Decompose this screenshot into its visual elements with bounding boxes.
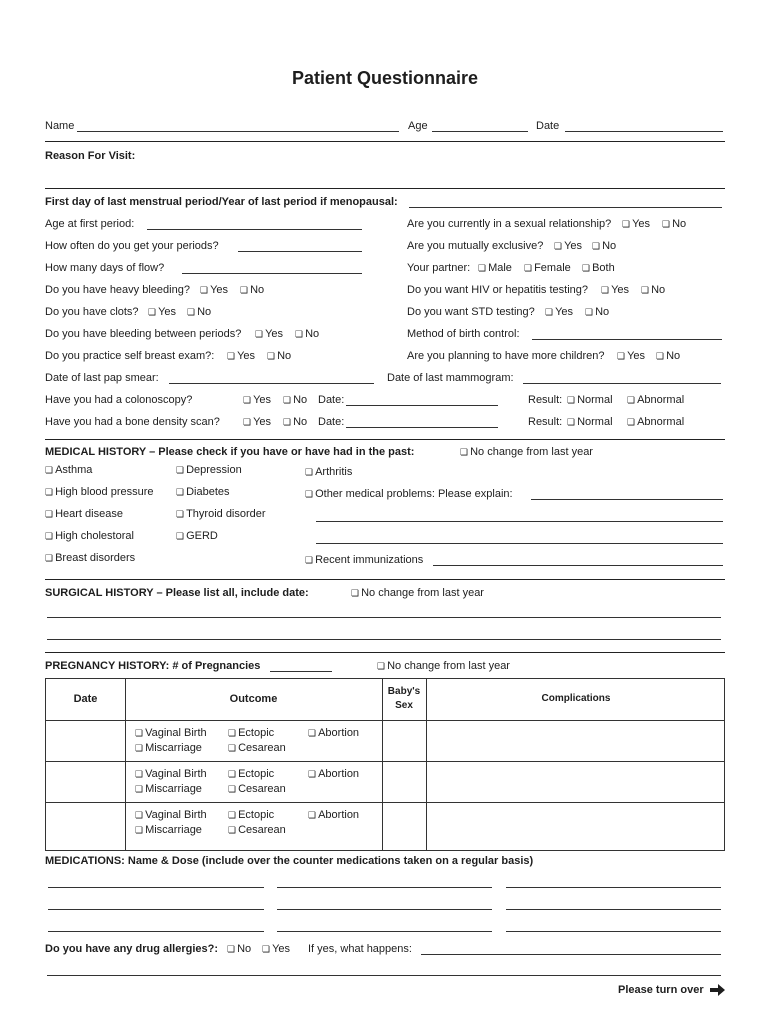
medication-field[interactable] bbox=[277, 909, 492, 910]
thyroid-disorder-checkbox[interactable]: ❏ Thyroid disorder bbox=[176, 508, 266, 521]
ectopic-checkbox[interactable]: ❏ Ectopic bbox=[228, 809, 274, 822]
how-often-field[interactable] bbox=[238, 251, 362, 252]
high-blood-pressure-checkbox[interactable]: ❏ High blood pressure bbox=[45, 486, 154, 499]
heavy-bleeding-no-checkbox[interactable]: ❏ No bbox=[240, 284, 264, 297]
bone-density-date-label: Date: bbox=[318, 416, 345, 428]
other-medical-field-2[interactable] bbox=[316, 521, 723, 522]
bone-density-no-checkbox[interactable]: ❏ No bbox=[283, 416, 307, 429]
more-children-no-checkbox[interactable]: ❏ No bbox=[656, 350, 680, 363]
sexual-relationship-no-checkbox[interactable]: ❏ No bbox=[662, 218, 686, 231]
abortion-checkbox[interactable]: ❏ Abortion bbox=[308, 727, 359, 740]
cesarean-checkbox[interactable]: ❏ Cesarean bbox=[228, 742, 286, 755]
age-field[interactable] bbox=[432, 131, 528, 132]
age-first-period-field[interactable] bbox=[147, 229, 362, 230]
surgical-no-change-checkbox[interactable]: ❏ No change from last year bbox=[351, 587, 484, 600]
divider bbox=[45, 188, 725, 189]
medications-heading: MEDICATIONS: Name & Dose (include over the counter medications taken on a regular basis) bbox=[45, 855, 534, 867]
immunizations-field[interactable] bbox=[433, 565, 723, 566]
cesarean-checkbox[interactable]: ❏ Cesarean bbox=[228, 824, 286, 837]
how-often-label: How often do you get your periods? bbox=[45, 240, 219, 252]
pregnancy-no-change-checkbox[interactable]: ❏ No change from last year bbox=[377, 660, 510, 673]
std-testing-label: Do you want STD testing? bbox=[407, 306, 535, 318]
asthma-checkbox[interactable]: ❏ Asthma bbox=[45, 464, 92, 477]
medication-field[interactable] bbox=[506, 931, 721, 932]
abortion-checkbox[interactable]: ❏ Abortion bbox=[308, 809, 359, 822]
partner-label: Your partner: bbox=[407, 262, 471, 274]
bone-density-label: Have you had a bone density scan? bbox=[45, 416, 220, 428]
pregnancy-history-heading: PREGNANCY HISTORY: # of Pregnancies bbox=[45, 660, 261, 672]
reason-label: Reason For Visit: bbox=[45, 150, 136, 162]
miscarriage-checkbox[interactable]: ❏ Miscarriage bbox=[135, 824, 202, 837]
divider bbox=[45, 439, 725, 440]
self-breast-exam-no-checkbox[interactable]: ❏ No bbox=[267, 350, 291, 363]
surgical-history-heading: SURGICAL HISTORY – Please list all, include date: bbox=[45, 587, 309, 599]
table-divider bbox=[46, 761, 724, 762]
more-children-yes-checkbox[interactable]: ❏ Yes bbox=[617, 350, 645, 363]
other-medical-field-3[interactable] bbox=[316, 543, 723, 544]
hiv-testing-label: Do you want HIV or hepatitis testing? bbox=[407, 284, 588, 296]
bone-density-yes-checkbox[interactable]: ❏ Yes bbox=[243, 416, 271, 429]
vaginal-birth-checkbox[interactable]: ❏ Vaginal Birth bbox=[135, 809, 207, 822]
birth-control-label: Method of birth control: bbox=[407, 328, 520, 340]
colonoscopy-date-label: Date: bbox=[318, 394, 345, 406]
pregnancy-table bbox=[45, 678, 725, 851]
name-field[interactable] bbox=[77, 131, 399, 132]
date-label: Date bbox=[536, 120, 560, 132]
lmp-field[interactable] bbox=[409, 207, 722, 208]
medical-history-heading: MEDICAL HISTORY – Please check if you have or have had in the past: bbox=[45, 446, 415, 458]
last-pap-label: Date of last pap smear: bbox=[45, 372, 159, 384]
if-yes-label: If yes, what happens: bbox=[308, 943, 412, 955]
bone-density-normal-checkbox[interactable]: ❏ Normal bbox=[567, 416, 613, 429]
other-medical-checkbox[interactable]: ❏ Other medical problems: Please explain: bbox=[305, 488, 513, 501]
colonoscopy-yes-checkbox[interactable]: ❏ Yes bbox=[243, 394, 271, 407]
bone-density-date-field[interactable] bbox=[346, 427, 498, 428]
medication-field[interactable] bbox=[48, 931, 264, 932]
ectopic-checkbox[interactable]: ❏ Ectopic bbox=[228, 727, 274, 740]
recent-immunizations-checkbox[interactable]: ❏ Recent immunizations bbox=[305, 554, 423, 567]
divider bbox=[45, 652, 725, 653]
lmp-label: First day of last menstrual period/Year of last period if menopausal: bbox=[45, 196, 398, 208]
abortion-checkbox[interactable]: ❏ Abortion bbox=[308, 768, 359, 781]
clots-yes-checkbox[interactable]: ❏ Yes bbox=[148, 306, 176, 319]
depression-checkbox[interactable]: ❏ Depression bbox=[176, 464, 242, 477]
arrow-right-icon bbox=[710, 984, 725, 996]
self-breast-exam-yes-checkbox[interactable]: ❏ Yes bbox=[227, 350, 255, 363]
allergy-reaction-field[interactable] bbox=[421, 954, 721, 955]
divider bbox=[45, 579, 725, 580]
partner-both-checkbox[interactable]: ❏ Both bbox=[582, 262, 615, 275]
medication-field[interactable] bbox=[48, 909, 264, 910]
medication-field[interactable] bbox=[48, 887, 264, 888]
medical-no-change-checkbox[interactable]: ❏ No change from last year bbox=[460, 446, 593, 459]
bleeding-between-yes-checkbox[interactable]: ❏ Yes bbox=[255, 328, 283, 341]
vaginal-birth-checkbox[interactable]: ❏ Vaginal Birth bbox=[135, 768, 207, 781]
medication-field[interactable] bbox=[506, 909, 721, 910]
babys-column-header: Baby's bbox=[387, 686, 421, 697]
vaginal-birth-checkbox[interactable]: ❏ Vaginal Birth bbox=[135, 727, 207, 740]
miscarriage-checkbox[interactable]: ❏ Miscarriage bbox=[135, 783, 202, 796]
other-medical-field[interactable] bbox=[531, 499, 723, 500]
sexual-relationship-label: Are you currently in a sexual relationship? bbox=[407, 218, 612, 230]
medication-field[interactable] bbox=[277, 887, 492, 888]
date-field[interactable] bbox=[565, 131, 723, 132]
days-flow-label: How many days of flow? bbox=[45, 262, 165, 274]
drug-allergies-no-checkbox[interactable]: ❏ No bbox=[227, 943, 251, 956]
hiv-testing-yes-checkbox[interactable]: ❏ Yes bbox=[601, 284, 629, 297]
bone-density-abnormal-checkbox[interactable]: ❏ Abnormal bbox=[627, 416, 684, 429]
clots-no-checkbox[interactable]: ❏ No bbox=[187, 306, 211, 319]
age-first-period-label: Age at first period: bbox=[45, 218, 135, 230]
table-divider bbox=[46, 720, 724, 721]
more-children-label: Are you planning to have more children? bbox=[407, 350, 605, 362]
high-cholestoral-checkbox[interactable]: ❏ High cholestoral bbox=[45, 530, 134, 543]
heavy-bleeding-yes-checkbox[interactable]: ❏ Yes bbox=[200, 284, 228, 297]
colonoscopy-result-label: Result: bbox=[528, 394, 563, 406]
sex-column-header: Sex bbox=[395, 700, 413, 711]
days-flow-field[interactable] bbox=[182, 273, 362, 274]
hiv-testing-no-checkbox[interactable]: ❏ No bbox=[641, 284, 665, 297]
breast-disorders-checkbox[interactable]: ❏ Breast disorders bbox=[45, 552, 135, 565]
colonoscopy-abnormal-checkbox[interactable]: ❏ Abnormal bbox=[627, 394, 684, 407]
age-label: Age bbox=[408, 120, 428, 132]
table-divider bbox=[46, 802, 724, 803]
self-breast-exam-label: Do you practice self breast exam?: bbox=[45, 350, 215, 362]
partner-male-checkbox[interactable]: ❏ Male bbox=[478, 262, 512, 275]
partner-female-checkbox[interactable]: ❏ Female bbox=[524, 262, 571, 275]
miscarriage-checkbox[interactable]: ❏ Miscarriage bbox=[135, 742, 202, 755]
surgical-field-2[interactable] bbox=[47, 639, 721, 640]
mutually-exclusive-no-checkbox[interactable]: ❏ No bbox=[592, 240, 616, 253]
outcome-column-header: Outcome bbox=[229, 693, 278, 705]
medication-field[interactable] bbox=[506, 887, 721, 888]
colonoscopy-label: Have you had a colonoscopy? bbox=[45, 394, 193, 406]
std-testing-no-checkbox[interactable]: ❏ No bbox=[585, 306, 609, 319]
name-label: Name bbox=[45, 120, 75, 132]
cesarean-checkbox[interactable]: ❏ Cesarean bbox=[228, 783, 286, 796]
bone-density-result-label: Result: bbox=[528, 416, 563, 428]
last-mammogram-field[interactable] bbox=[523, 383, 721, 384]
arthritis-checkbox[interactable]: ❏ Arthritis bbox=[305, 466, 352, 479]
colonoscopy-normal-checkbox[interactable]: ❏ Normal bbox=[567, 394, 613, 407]
turn-over-text: Please turn over bbox=[618, 984, 704, 996]
colonoscopy-no-checkbox[interactable]: ❏ No bbox=[283, 394, 307, 407]
std-testing-yes-checkbox[interactable]: ❏ Yes bbox=[545, 306, 573, 319]
heavy-bleeding-label: Do you have heavy bleeding? bbox=[45, 284, 190, 296]
surgical-field-1[interactable] bbox=[47, 617, 721, 618]
ectopic-checkbox[interactable]: ❏ Ectopic bbox=[228, 768, 274, 781]
allergy-reaction-field-2[interactable] bbox=[47, 975, 721, 976]
colonoscopy-date-field[interactable] bbox=[346, 405, 498, 406]
mutually-exclusive-yes-checkbox[interactable]: ❏ Yes bbox=[554, 240, 582, 253]
pregnancies-count-field[interactable] bbox=[270, 671, 332, 672]
turn-over-label bbox=[618, 984, 725, 997]
page-title: Patient Questionnaire bbox=[291, 68, 479, 88]
bleeding-between-label: Do you have bleeding between periods? bbox=[45, 328, 242, 340]
gerd-checkbox[interactable]: ❏ GERD bbox=[176, 530, 218, 543]
drug-allergies-label: Do you have any drug allergies?: bbox=[45, 943, 218, 955]
birth-control-field[interactable] bbox=[532, 339, 722, 340]
medication-field[interactable] bbox=[277, 931, 492, 932]
diabetes-checkbox[interactable]: ❏ Diabetes bbox=[176, 486, 230, 499]
heart-disease-checkbox[interactable]: ❏ Heart disease bbox=[45, 508, 123, 521]
drug-allergies-yes-checkbox[interactable]: ❏ Yes bbox=[262, 943, 290, 956]
last-pap-field[interactable] bbox=[169, 383, 374, 384]
mutually-exclusive-label: Are you mutually exclusive? bbox=[407, 240, 544, 252]
sexual-relationship-yes-checkbox[interactable]: ❏ Yes bbox=[622, 218, 650, 231]
last-mammogram-label: Date of last mammogram: bbox=[387, 372, 514, 384]
clots-label: Do you have clots? bbox=[45, 306, 139, 318]
complications-column-header: Complications bbox=[541, 693, 611, 704]
bleeding-between-no-checkbox[interactable]: ❏ No bbox=[295, 328, 319, 341]
date-column-header: Date bbox=[73, 693, 98, 705]
divider bbox=[45, 141, 725, 142]
